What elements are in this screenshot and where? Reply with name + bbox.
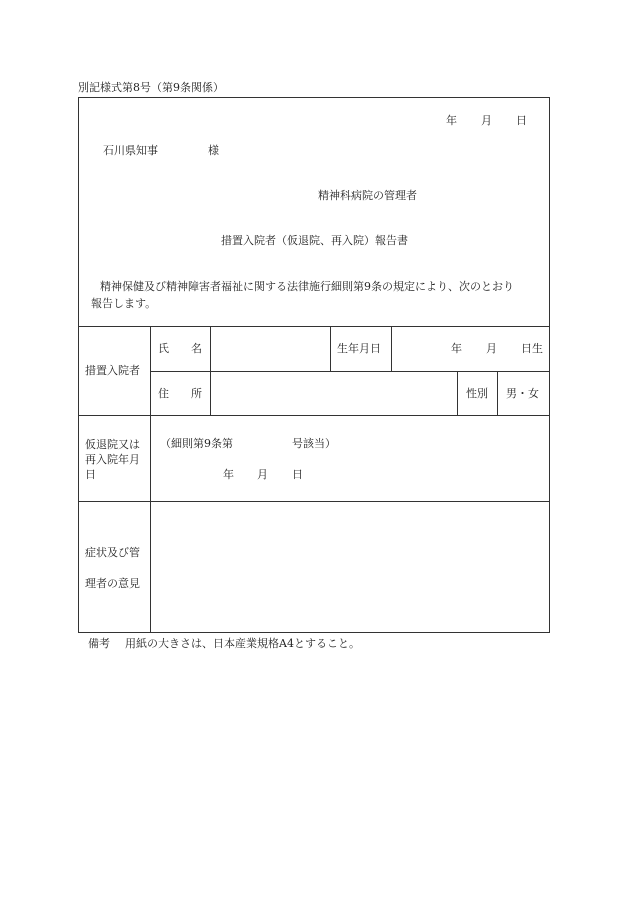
rule-reference-suffix: 号該当） — [292, 437, 336, 450]
sex-options[interactable]: 男・女 — [506, 387, 539, 400]
divider-sex-label-left — [457, 371, 458, 415]
dob-day: 日生 — [521, 342, 543, 355]
divider-sex-label-right — [497, 371, 498, 415]
divider-top-section — [78, 326, 550, 327]
leave-date-month: 月 — [257, 468, 268, 481]
address-field[interactable] — [212, 373, 455, 413]
sex-label: 性別 — [466, 387, 488, 400]
leave-date-day: 日 — [292, 468, 303, 481]
divider-patient-leave — [78, 415, 550, 416]
leave-label-line1: 仮退院又は — [85, 438, 140, 451]
sender: 精神科病院の管理者 — [318, 189, 417, 202]
leave-label-line3: 日 — [85, 468, 96, 481]
name-field[interactable] — [212, 328, 328, 369]
opinion-label-line1: 症状及び管 — [85, 546, 140, 559]
patient-section-label: 措置入院者 — [85, 364, 140, 377]
dob-year: 年 — [451, 342, 462, 355]
divider-name-label — [210, 326, 211, 415]
rule-reference-prefix: （細則第9条第 — [160, 437, 233, 450]
opinion-field[interactable] — [152, 503, 548, 631]
divider-label-column — [150, 326, 151, 633]
dob-month: 月 — [486, 342, 497, 355]
addressee-name: 石川県知事 — [103, 144, 158, 157]
date-day: 日 — [516, 114, 527, 127]
opinion-label-line2: 理者の意見 — [85, 577, 140, 590]
intro-text-line2: 報告します。 — [91, 297, 157, 310]
form-number: 別記様式第8号（第9条関係） — [78, 81, 224, 94]
document-title: 措置入院者（仮退院、再入院）報告書 — [221, 234, 408, 247]
name-label: 氏 名 — [158, 342, 202, 355]
footnote-label: 備考 — [88, 637, 110, 650]
date-year: 年 — [446, 114, 457, 127]
dob-label: 生年月日 — [337, 342, 381, 355]
divider-dob-label-right — [391, 326, 392, 371]
footnote-text: 用紙の大きさは、日本産業規格A4とすること。 — [125, 637, 360, 650]
divider-dob-label-left — [330, 326, 331, 371]
intro-text-line1: 精神保健及び精神障害者福祉に関する法律施行細則第9条の規定により、次のとおり — [100, 280, 514, 293]
date-month: 月 — [481, 114, 492, 127]
leave-date-year: 年 — [223, 468, 234, 481]
address-label: 住 所 — [158, 387, 202, 400]
leave-label-line2: 再入院年月 — [85, 453, 140, 466]
addressee-honorific: 様 — [208, 144, 219, 157]
divider-leave-opinion — [78, 501, 550, 502]
